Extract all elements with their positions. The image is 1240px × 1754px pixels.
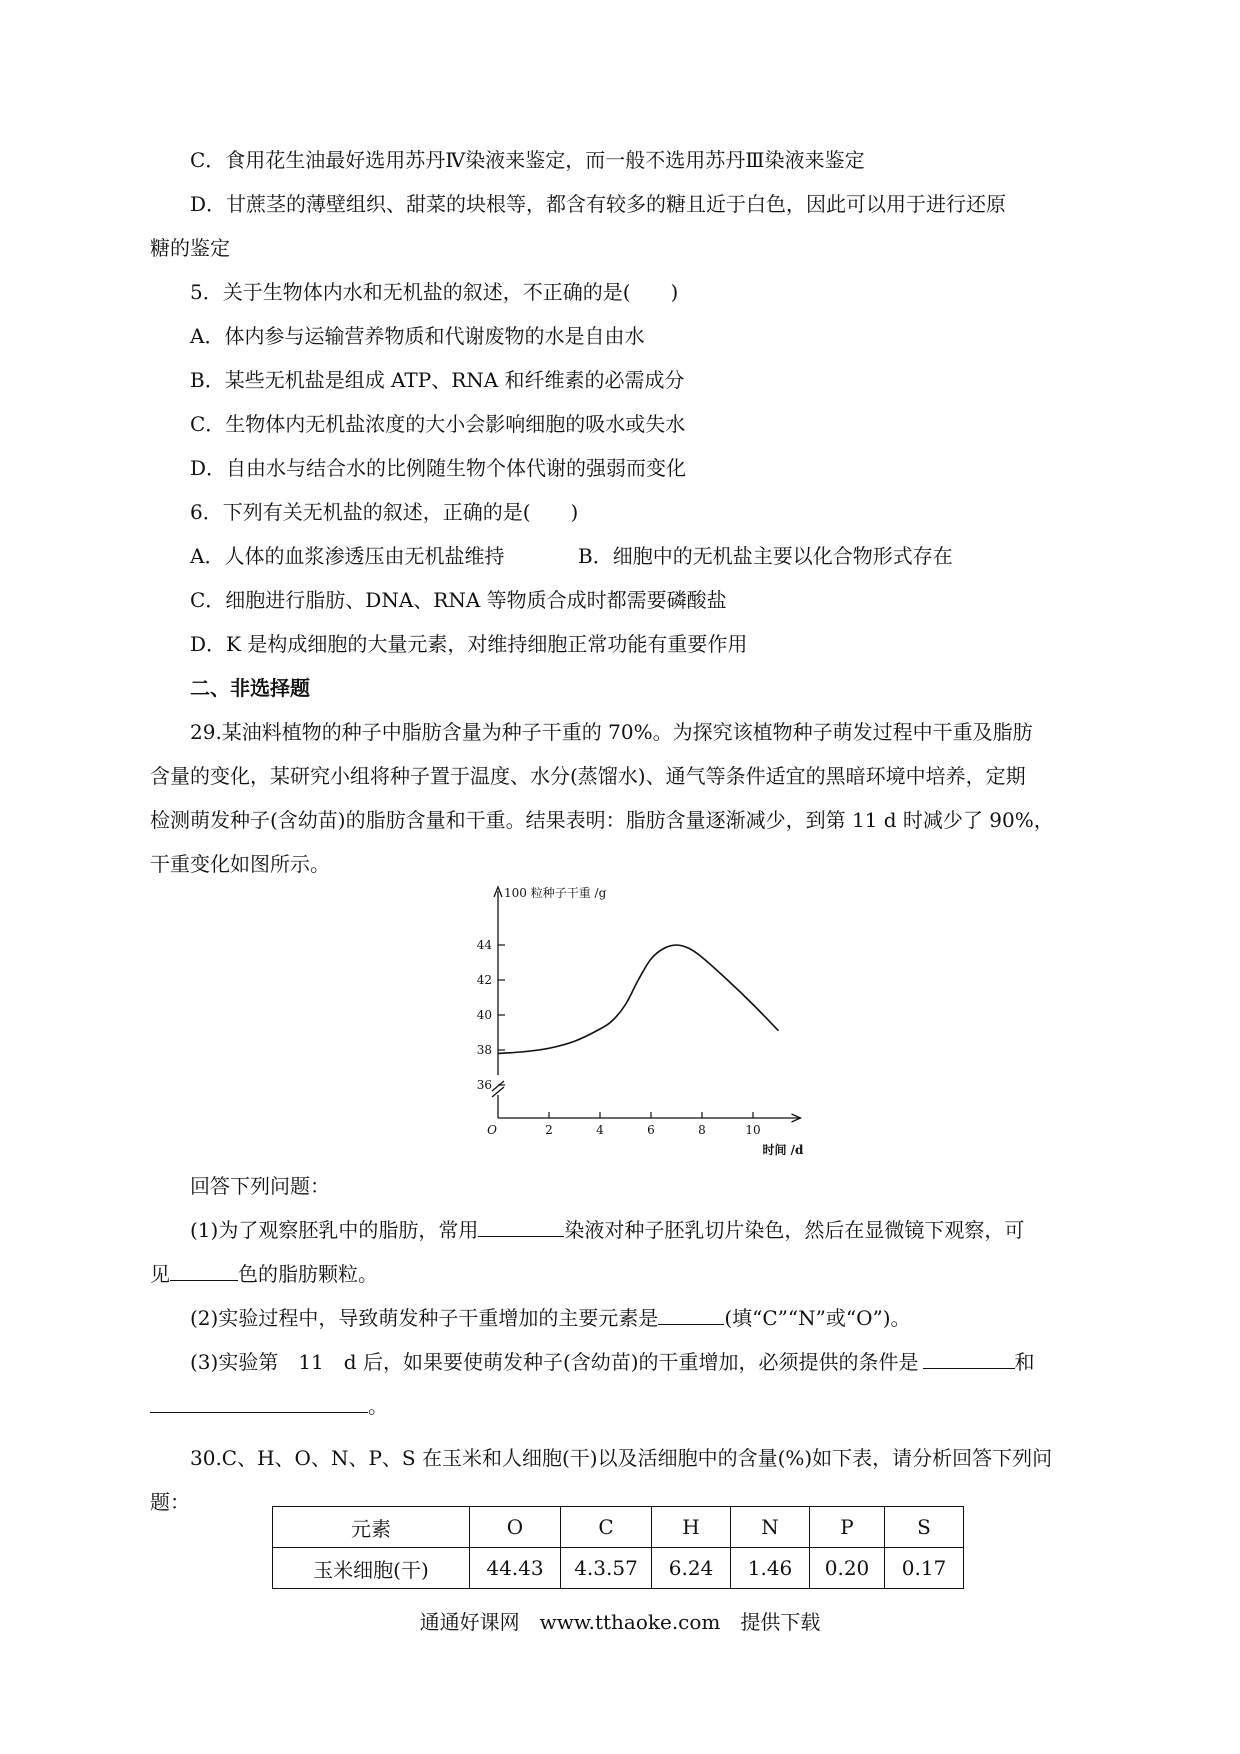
q29-sub3-text-b: 和 [1014, 1350, 1035, 1374]
q6-option-b: B．细胞中的无机盐主要以化合物形式存在 [578, 544, 953, 568]
table-cell: 6.24 [652, 1548, 731, 1589]
table-cell: 44.43 [470, 1548, 561, 1589]
x-tick-label: 10 [745, 1123, 761, 1137]
q4-option-d-line1: D．甘蔗茎的薄壁组织、甜菜的块根等，都含有较多的糖且近于白色，因此可以用于进行还原 [190, 192, 1007, 216]
q5-option-c: C．生物体内无机盐浓度的大小会影响细胞的吸水或失水 [190, 412, 686, 436]
answer-blank-condition2[interactable] [150, 1392, 368, 1413]
table-header-row [273, 1507, 964, 1548]
q30-paragraph-line2: 题： [150, 1490, 190, 1514]
y-tick-label: 36 [476, 1078, 492, 1092]
q5-option-b: B．某些无机盐是组成 ATP、RNA 和纤维素的必需成分 [190, 368, 685, 392]
q29-sub3-line2 [150, 1392, 388, 1420]
table-header-cell: N [731, 1507, 810, 1548]
answer-blank-stain[interactable] [478, 1216, 564, 1237]
y-tick-label: 44 [476, 938, 492, 952]
table-row [273, 1548, 964, 1589]
y-tick-label: 40 [476, 1008, 492, 1022]
q29-sub1-text-d: 色的脂肪颗粒。 [238, 1262, 378, 1286]
table-cell: 4.3.57 [561, 1548, 652, 1589]
q30-paragraph-line1: 30.C、H、O、N、P、S 在玉米和人细胞(干)以及活细胞中的含量(%)如下表，请分析回答下列问 [190, 1446, 1053, 1470]
q29-sub1-text-b: 染液对种子胚乳切片染色，然后在显微镜下观察，可 [564, 1218, 1025, 1242]
x-tick-label: 2 [545, 1123, 553, 1137]
q4-option-d-line2: 糖的鉴定 [150, 236, 230, 260]
q29-sub1-text-a: (1)为了观察胚乳中的脂肪，常用 [190, 1218, 479, 1242]
q29-sub3-text-c: 。 [368, 1394, 388, 1418]
answer-prompt: 回答下列问题： [190, 1174, 330, 1198]
q29-paragraph-line4: 干重变化如图所示。 [150, 852, 330, 876]
table-header-cell: C [561, 1507, 652, 1548]
table-cell: 0.17 [885, 1548, 964, 1589]
answer-blank-condition1[interactable] [923, 1348, 1015, 1369]
table-header-cell: P [810, 1507, 885, 1548]
q29-paragraph-line3: 检测萌发种子(含幼苗)的脂肪含量和干重。结果表明：脂肪含量逐渐减少，到第 11 d 时减少了 90%， [150, 808, 1054, 832]
q29-paragraph-line1: 29.某油料植物的种子中脂肪含量为种子干重的 70%。为探究该植物种子萌发过程中干重及脂肪 [190, 720, 1033, 744]
table-header-cell: 元素 [273, 1507, 470, 1548]
q5-option-a: A．体内参与运输营养物质和代谢废物的水是自由水 [190, 324, 645, 348]
table-cell: 玉米细胞(干) [273, 1548, 470, 1589]
section-heading: 二、非选择题 [190, 676, 310, 700]
table-header-cell: O [470, 1507, 561, 1548]
q6-stem: 6．下列有关无机盐的叙述，正确的是( ) [190, 500, 579, 524]
answer-blank-element[interactable] [658, 1304, 724, 1325]
table-header-cell: H [652, 1507, 731, 1548]
q29-paragraph-line2: 含量的变化，某研究小组将种子置于温度、水分(蒸馏水)、通气等条件适宜的黑暗环境中培养，定期 [150, 764, 1026, 788]
x-axis-label: 时间 /d [762, 1143, 804, 1157]
q29-sub1-line2 [150, 1260, 378, 1288]
q29-sub2-text-b: (填“C”“N”或“O”)。 [724, 1306, 911, 1330]
q29-sub1-line1 [190, 1216, 1024, 1244]
x-tick-label: 6 [647, 1123, 655, 1137]
dry-weight-chart [470, 885, 820, 1160]
x-tick-label: 4 [596, 1123, 604, 1137]
y-axis-label: 100 粒种子干重 /g [504, 886, 607, 900]
q6-option-d: D．K 是构成细胞的大量元素，对维持细胞正常功能有重要作用 [190, 632, 748, 656]
y-tick-label: 38 [476, 1043, 492, 1057]
q5-option-d: D．自由水与结合水的比例随生物个体代谢的强弱而变化 [190, 456, 687, 480]
page-footer: 通通好课网 www.tthaoke.com 提供下载 [419, 1610, 821, 1634]
table-cell: 0.20 [810, 1548, 885, 1589]
axis-break-mark [492, 1081, 504, 1091]
q4-option-c: C．食用花生油最好选用苏丹Ⅳ染液来鉴定，而一般不选用苏丹Ⅲ染液来鉴定 [190, 148, 865, 172]
origin-label: O [487, 1123, 497, 1137]
answer-blank-color[interactable] [170, 1260, 238, 1281]
q6-option-c: C．细胞进行脂肪、DNA、RNA 等物质合成时都需要磷酸盐 [190, 588, 727, 612]
table-cell: 1.46 [731, 1548, 810, 1589]
q29-sub2 [190, 1304, 911, 1332]
q5-stem: 5．关于生物体内水和无机盐的叙述，不正确的是( ) [190, 280, 679, 304]
dry-weight-series-line [498, 945, 779, 1054]
table-header-cell: S [885, 1507, 964, 1548]
q29-sub1-text-c: 见 [150, 1262, 170, 1286]
x-tick-label: 8 [698, 1123, 706, 1137]
q29-sub3-text-a: (3)实验第 11 d 后，如果要使萌发种子(含幼苗)的干重增加，必须提供的条件是 [190, 1350, 919, 1374]
q6-option-a: A．人体的血浆渗透压由无机盐维持 [190, 544, 505, 568]
element-content-table [272, 1506, 964, 1589]
q29-sub3-line1 [190, 1348, 1035, 1376]
q29-sub2-text-a: (2)实验过程中，导致萌发种子干重增加的主要元素是 [190, 1306, 659, 1330]
y-tick-label: 42 [476, 973, 492, 987]
